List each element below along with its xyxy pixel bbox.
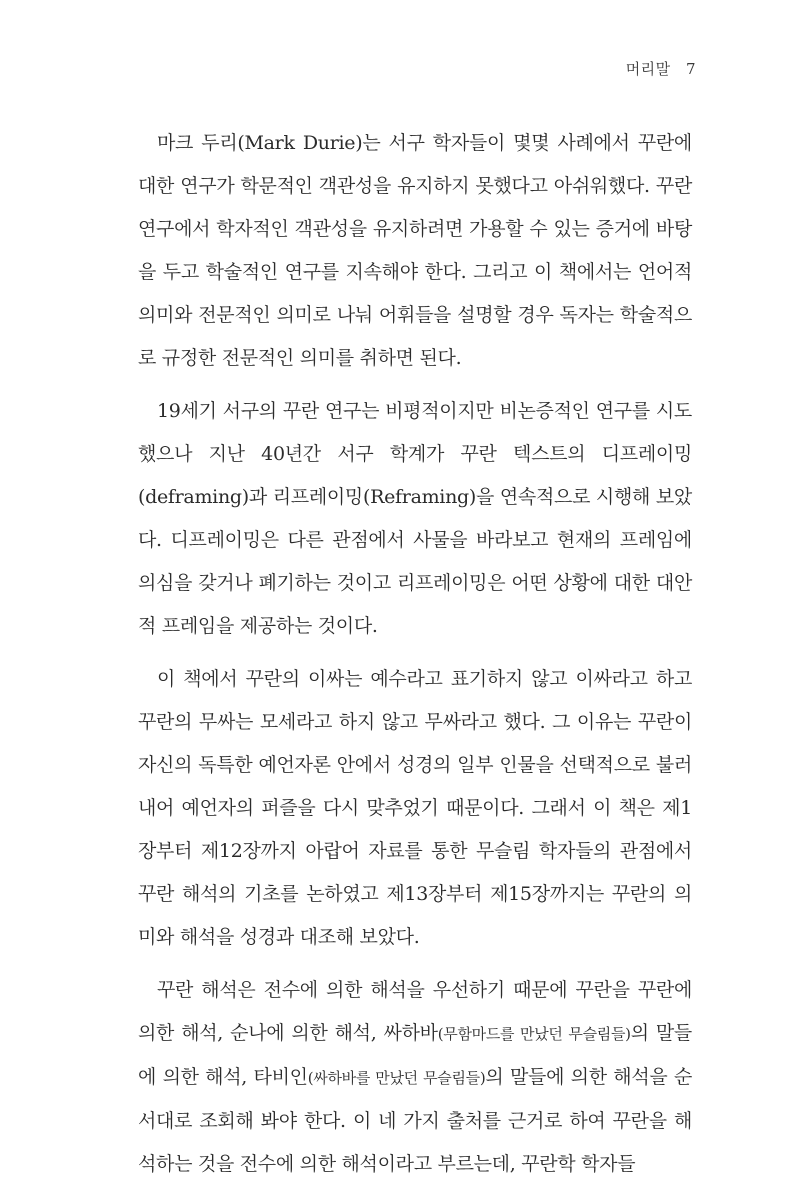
section-title: 머리말 bbox=[625, 60, 671, 78]
inline-note-sahaba: (무함마드를 만났던 무슬림들) bbox=[437, 1025, 631, 1043]
paragraph-4 bbox=[138, 969, 692, 1186]
paragraph-2: 19세기 서구의 꾸란 연구는 비평적이지만 비논증적인 연구를 시도했으나 지난 40년간 서구 학계가 꾸란 텍스트의 디프레이밍(deframing)과 리프레이밍(Reframing)을 연속적으로 시행해 보았다. 디프레이밍은 다른 관점에서 사물을 바라보고 현재의 프레임에 의심을 갖거나 폐기하는 것이고 리프레이밍은 어떤 상황에 대한 대안적 프레임을 제공하는 것이다. bbox=[138, 400, 692, 637]
running-header bbox=[626, 58, 696, 79]
paragraph-4-text-a: 꾸란 해석은 전수에 의한 해석을 우선하기 때문에 꾸란을 꾸란에 의한 해석, 순나에 의한 해석, 싸하바 bbox=[138, 979, 692, 1044]
paragraph-4-text-b: 의 말들에 의한 해석, 타비인 bbox=[138, 1022, 692, 1088]
body-text bbox=[138, 122, 692, 1196]
paragraph-3: 이 책에서 꾸란의 이싸는 예수라고 표기하지 않고 이싸라고 하고 꾸란의 무싸는 모세라고 하지 않고 무싸라고 했다. 그 이유는 꾸란이 자신의 독특한 예언자론 안에서 성경의 일부 인물을 선택적으로 불러내어 예언자의 퍼즐을 다시 맞추었기 때문이다. 그래서 이 책은 제1장부터 제12장까지 아랍어 자료를 통한 무슬림 학자들의 관점에서 꾸란 해석의 기초를 논하였고 제13장부터 제15장까지는 꾸란의 의미와 해석을 성경과 대조해 보았다. bbox=[138, 668, 692, 948]
paragraph-4-text-c: 의 말들에 의한 해석을 순서대로 조회해 봐야 한다. 이 네 가지 출처를 근거로 하여 꾸란을 해석하는 것을 전수에 의한 해석이라고 부르는데, 꾸란학 학자들 bbox=[138, 1066, 692, 1175]
paragraph-1: 마크 두리(Mark Durie)는 서구 학자들이 몇몇 사례에서 꾸란에 대한 연구가 학문적인 객관성을 유지하지 못했다고 아쉬워했다. 꾸란 연구에서 학자적인 객관성을 유지하려면 가용할 수 있는 증거에 바탕을 두고 학술적인 연구를 지속해야 한다. 그리고 이 책에서는 언어적 의미와 전문적인 의미로 나눠 어휘들을 설명할 경우 독자는 학술적으로 규정한 전문적인 의미를 취하면 된다. bbox=[138, 132, 692, 369]
page-number: 7 bbox=[685, 60, 696, 78]
inline-note-tabiin: (싸하바를 만났던 무슬림들) bbox=[307, 1069, 486, 1087]
